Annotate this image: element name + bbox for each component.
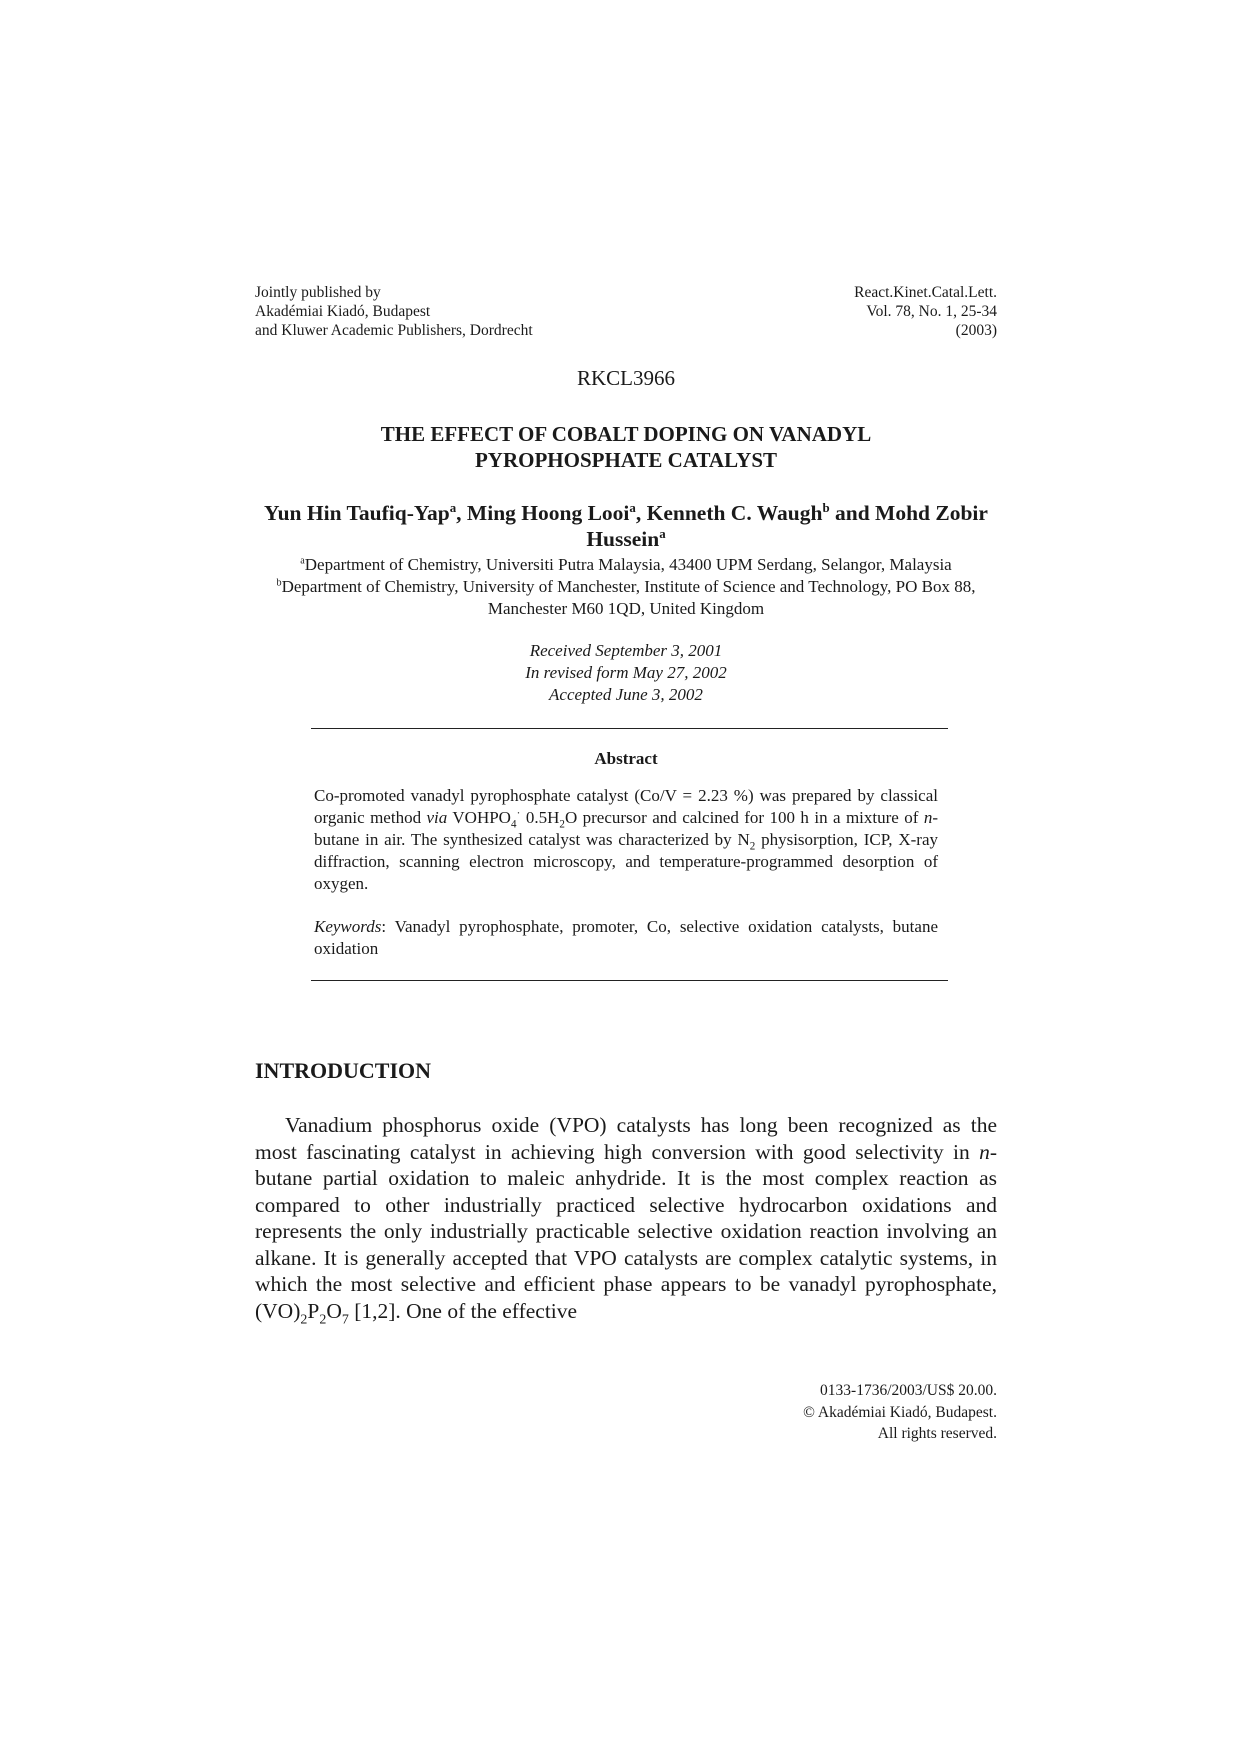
- subscript: 2: [559, 818, 565, 831]
- affiliations: [255, 554, 997, 620]
- abstract-text: O precursor and calcined for 100 h in a mixture of: [564, 808, 924, 827]
- title-line: PYROPHOSPHATE CATALYST: [474, 448, 778, 472]
- author-name: Mohd Zobir Hussein: [586, 501, 988, 551]
- author-separator: ,: [635, 501, 647, 525]
- abstract-text: -butane in air. The synthesized catalyst was characterized by N: [314, 808, 938, 849]
- paper-title: [0, 421, 1240, 473]
- intro-text: P: [307, 1298, 320, 1323]
- affiliation: [255, 554, 997, 576]
- publisher-line: and Kluwer Academic Publishers, Dordrecht: [255, 322, 533, 339]
- affiliation-text: Department of Chemistry, Universiti Putra Malaysia, 43400 UPM Serdang, Selangor, Malaysia: [304, 555, 952, 574]
- subscript: 4: [510, 818, 517, 831]
- submission-dates: [0, 640, 1240, 706]
- keywords-label: Keywords: [314, 917, 382, 936]
- author-name: Kenneth C. Waugh: [646, 501, 823, 525]
- author-name: Yun Hin Taufiq-Yap: [264, 501, 450, 525]
- publisher-line: Jointly published by: [255, 284, 381, 301]
- author-affiliation-mark: a: [659, 526, 666, 541]
- author-list: [255, 500, 997, 552]
- abstract-body: [314, 785, 938, 895]
- publisher-line: Akadémiai Kiadó, Budapest: [255, 303, 431, 320]
- journal-info: [854, 283, 997, 340]
- affiliation: [255, 576, 997, 620]
- subscript: 2: [749, 840, 756, 853]
- abstract-text: Co-promoted vanadyl pyrophosphate catalyst (Co/V = 2.23 %) was prepared by classical organic method: [314, 786, 938, 827]
- journal-line: Vol. 78, No. 1, 25-34: [866, 303, 997, 320]
- introduction-heading: INTRODUCTION: [255, 1058, 432, 1083]
- intro-text: Vanadium phosphorus oxide (VPO) catalysts has long been recognized as the most fascinating catalyst in achieving high conversion with good selectivity in: [255, 1113, 997, 1164]
- intro-text: [1,2]. One of the effective: [348, 1298, 578, 1323]
- abstract-text: 0.5H: [520, 808, 560, 827]
- intro-text: O: [326, 1298, 342, 1323]
- author-affiliation-mark: a: [449, 500, 457, 515]
- accepted-date: Accepted June 3, 2002: [549, 685, 703, 704]
- abstract-italic: via: [426, 808, 448, 827]
- author-separator: and: [829, 501, 876, 525]
- journal-line: React.Kinet.Catal.Lett.: [854, 284, 997, 301]
- issn-price: 0133-1736/2003/US$ 20.00.: [820, 1382, 997, 1399]
- title-line: THE EFFECT OF COBALT DOPING ON VANADYL: [380, 422, 872, 446]
- intro-text: -butane partial oxidation to maleic anhydride. It is the most complex reaction as compared to other industrially practiced selective hydrocarbon oxidations and represents the only industrially practicable selective oxidation reaction involving an alkane. It is generally accepted that VPO catalysts are complex catalytic systems, in which the most selective and efficient phase appears to be vanadyl pyrophosphate, (VO): [255, 1139, 997, 1323]
- revised-date: In revised form May 27, 2002: [525, 663, 727, 682]
- middle-dot: ·: [516, 805, 521, 820]
- received-date: Received September 3, 2001: [529, 641, 723, 660]
- author-name: Ming Hoong Looi: [466, 501, 630, 525]
- abstract-italic: n: [923, 808, 933, 827]
- affiliation-text: Department of Chemistry, University of Manchester, Institute of Science and Technology, PO Box 88, Manchester M60 1QD, United Kingdom: [281, 577, 976, 618]
- author-separator: ,: [456, 501, 467, 525]
- abstract-text: VOHPO: [447, 808, 511, 827]
- affiliation-mark: a: [300, 555, 305, 567]
- subscript: 7: [341, 1311, 349, 1327]
- copyright-footer: [803, 1380, 997, 1445]
- copyright-holder: © Akadémiai Kiadó, Budapest.: [803, 1403, 997, 1421]
- intro-italic: n: [979, 1139, 990, 1164]
- abstract-bottom-rule: [311, 980, 948, 981]
- article-code: RKCL3966: [576, 366, 675, 390]
- journal-line: (2003): [955, 322, 997, 339]
- author-affiliation-mark: b: [822, 500, 830, 515]
- rights-notice: All rights reserved.: [877, 1425, 997, 1442]
- subscript: 2: [300, 1311, 308, 1327]
- subscript: 2: [319, 1311, 327, 1327]
- abstract-heading: Abstract: [594, 749, 658, 768]
- keywords: [314, 916, 938, 960]
- abstract-top-rule: [311, 728, 948, 729]
- keywords-text: : Vanadyl pyrophosphate, promoter, Co, selective oxidation catalysts, butane oxidation: [314, 917, 938, 958]
- introduction-paragraph: [255, 1112, 997, 1327]
- abstract-text: physisorption, ICP, X-ray diffraction, scanning electron microscopy, and temperature-programmed desorption of oxygen.: [314, 830, 938, 893]
- author-affiliation-mark: a: [629, 500, 636, 515]
- publisher-info: [255, 283, 533, 340]
- affiliation-mark: b: [276, 577, 282, 589]
